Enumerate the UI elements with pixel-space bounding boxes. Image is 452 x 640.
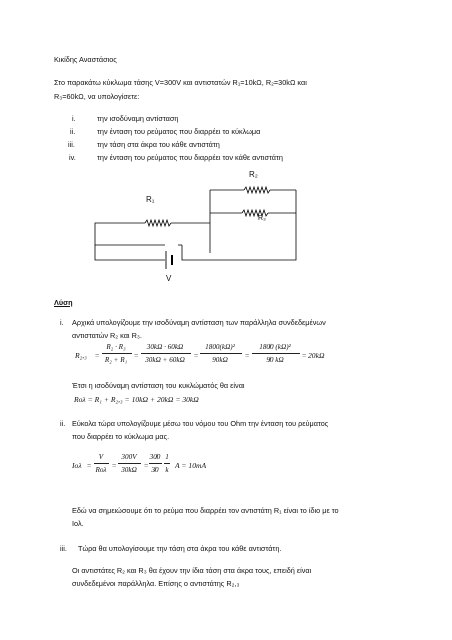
label-r1: R₁ <box>146 195 155 204</box>
item-number: i. <box>72 114 76 123</box>
label-r2: R₂ <box>249 170 258 179</box>
step2-note-1: Εδώ να σημειώσουμε ότι το ρεύμα που διαρρέει τον αντιστάτη R₁ είναι το ίδιο με το <box>72 506 339 515</box>
fraction-numerator: 1800(kΩ)² <box>205 343 235 351</box>
resistor-r2 <box>244 187 270 193</box>
item-number: iv. <box>69 153 76 162</box>
fraction-denominator: Rολ <box>95 466 107 474</box>
item-number: iii. <box>68 140 75 149</box>
label-v: V <box>166 274 172 283</box>
step-number: ii. <box>60 419 66 428</box>
wire-left-bottom <box>95 223 165 245</box>
step-number: i. <box>60 318 64 327</box>
problem-line-1: Στο παρακάτω κύκλωμα τάσης V=300V και αντιστατών R₁=10kΩ, R₂=30kΩ και <box>54 78 307 87</box>
fraction-denominator: 3̸0 <box>151 466 159 474</box>
document-page: Κικίδης Αναστάσιος Στο παρακάτω κύκλωμα τάσης V=300V και αντιστατών R₁=10kΩ, R₂=30kΩ και R₃=60kΩ, να υπολογίσετε: i. την ισοδύναμη αντίσταση ii. την ένταση του ρεύματος που διαρρέει το κύκλωμα iii. την τάση στα άκρα του κάθε αντιστάτη iv. την ένταση του ρεύματος που διαρρέει τον κάθε αντιστάτη R₁ R₂ R₃ V Λύση i. Αρχικά υπολογίζουμε την ισοδύναμη αντίσταση των παράλληλα συνδεδεμένων αντιστατών R₂ και R₃. R₂,₃ = R₂ · R₃ R₂ + R₁ = 30kΩ · 60kΩ 30kΩ + 60kΩ = 1800(kΩ)² 90kΩ = 180̸0 (kΩ)² 9̸0 kΩ = 20kΩ Έτσι η ισοδύναμη αντίσταση του κυκλώματός θα είναι Rολ = R₁ + R₂,₃ = 10kΩ + 20kΩ = 30kΩ ii. Εύκολα τώρα υπολογίζουμε μέσω του νόμου του Ohm την ένταση του ρεύματος που διαρρέει το κύκλωμα μας. Iολ = V Rολ = 300V 30kΩ = 30̸0 3̸0 1 k A = 10mA Εδώ να σημειώσουμε ότι το ρεύμα που διαρρέει τον αντιστάτη R₁ είναι το ίδιο με το Iολ. iii. Τώρα θα υπολογίσουμε την τάση στα άκρα του κάθε αντιστάτη. Οι αντιστάτες R₂ και R₃ θα έχουν την ίδια τάση στα άκρα τους, επειδή είναι συνδεδεμένοι παράλληλα. Επίσης ο αντιστάτης R₂,₃ <box>0 0 452 640</box>
author-name: Κικίδης Αναστάσιος <box>54 55 117 64</box>
fraction-denominator: 9̸0 kΩ <box>266 356 284 364</box>
fraction-denominator: R₂ + R₁ <box>104 356 128 364</box>
fraction-numerator: 180̸0 (kΩ)² <box>259 343 291 351</box>
step3-line-3: συνδεδεμένοι παράλληλα. Επίσης ο αντιστάτης R₂,₃ <box>72 579 240 588</box>
fraction-numerator: 30̸0 <box>149 453 161 461</box>
step1-line-3: Έτσι η ισοδύναμη αντίσταση του κυκλώματός θα είναι <box>72 381 245 390</box>
wire-bottom-left <box>95 245 165 260</box>
fraction-numerator: V <box>98 453 104 461</box>
eq-lhs: R₂,₃ <box>75 351 87 360</box>
step2-line-1: Εύκολα τώρα υπολογίζουμε μέσω του νόμου του Ohm την ένταση του ρεύματος <box>72 419 329 428</box>
problem-line-2: R₃=60kΩ, να υπολογίσετε: <box>54 92 140 101</box>
eq-result: 20kΩ <box>308 351 325 360</box>
solution-heading: Λύση <box>54 298 73 307</box>
step2-line-2: που διαρρέει το κύκλωμα μας. <box>72 432 170 441</box>
step-number: iii. <box>60 544 67 553</box>
fraction-numerator: R₂ · R₃ <box>106 343 126 351</box>
fraction-numerator: 1 <box>165 453 169 461</box>
item-number: ii. <box>70 127 76 136</box>
fraction-denominator: 90kΩ <box>212 356 228 364</box>
fraction-numerator: 30kΩ · 60kΩ <box>146 343 184 351</box>
step1-line-1: Αρχικά υπολογίζουμε την ισοδύναμη αντίσταση των παράλληλα συνδεδεμένων <box>72 318 326 327</box>
fraction-denominator: 30kΩ + 60kΩ <box>145 356 185 364</box>
fraction-denominator: k <box>165 466 169 474</box>
item-text: την ένταση του ρεύματος που διαρρέει το κύκλωμα <box>97 127 261 136</box>
resistor-r1 <box>145 220 171 226</box>
eq-result: A = 10mA <box>175 461 207 470</box>
equation-total-resistance: Rολ = R₁ + R₂,₃ = 10kΩ + 20kΩ = 30kΩ <box>74 395 199 404</box>
label-r3: R₃ <box>258 215 266 222</box>
step2-note-2: Iολ. <box>72 519 84 528</box>
wire-parallel-bottom <box>182 245 296 260</box>
item-text: την ισοδύναμη αντίσταση <box>97 114 179 123</box>
step3-line-2: Οι αντιστάτες R₂ και R₃ θα έχουν την ίδια τάση στα άκρα τους, επειδή είναι <box>72 566 312 575</box>
fraction-numerator: 300V <box>121 453 137 461</box>
item-text: την ένταση του ρεύματος που διαρρέει τον κάθε αντιστάτη <box>97 153 283 162</box>
step1-line-2: αντιστατών R₂ και R₃. <box>72 331 142 340</box>
eq-lhs: Iολ <box>72 461 82 470</box>
step3-line-1: Τώρα θα υπολογίσουμε την τάση στα άκρα του κάθε αντιστάτη. <box>78 544 282 553</box>
item-text: την τάση στα άκρα του κάθε αντιστάτη <box>97 140 220 149</box>
fraction-denominator: 30kΩ <box>121 466 137 474</box>
